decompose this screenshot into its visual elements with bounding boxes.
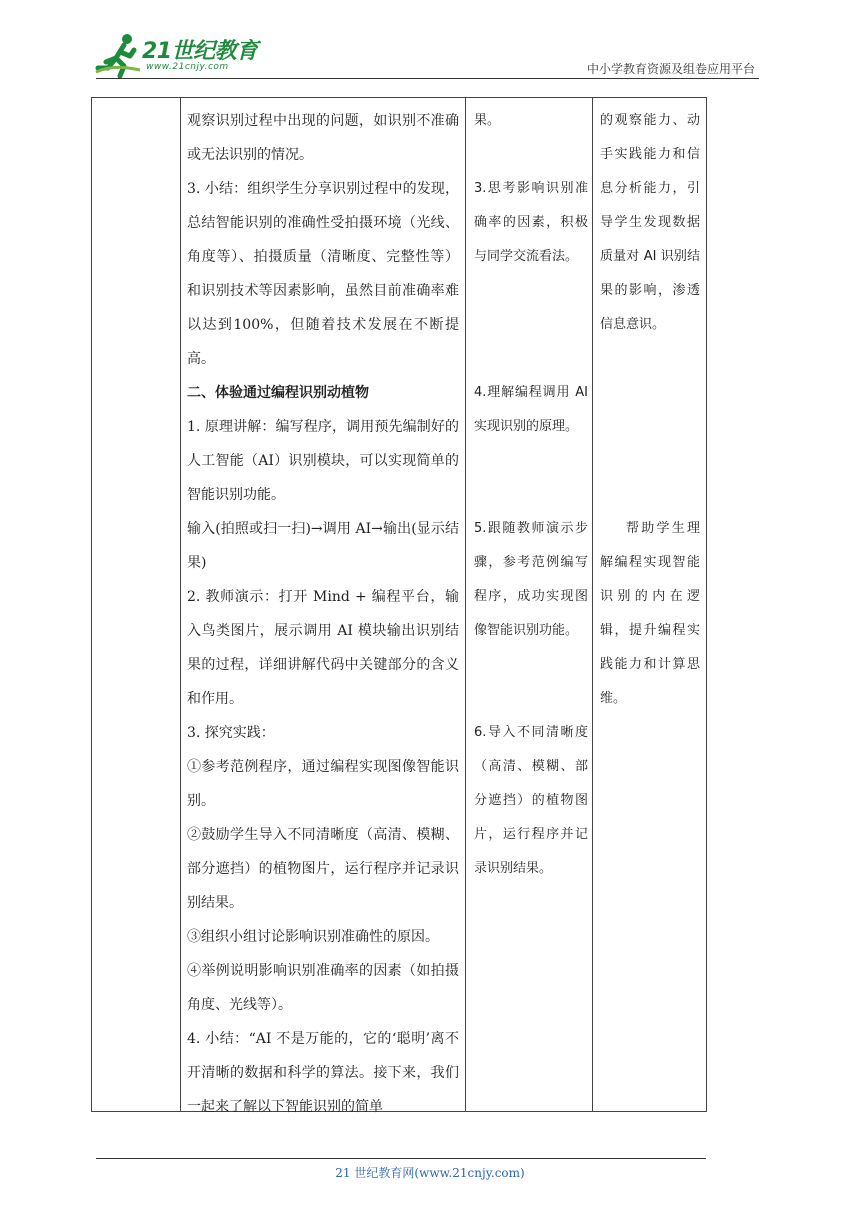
teacher-paragraph: 观察识别过程中出现的问题，如识别不准确或无法识别的情况。 [187, 113, 459, 163]
teacher-paragraph: 3. 探究实践： [187, 725, 275, 741]
column-divider [592, 98, 593, 1111]
lesson-table [91, 97, 707, 1115]
teacher-activity-column [187, 104, 459, 1124]
runner-logo-icon [94, 32, 146, 78]
teacher-paragraph: 1. 原理讲解：编写程序，调用预先编制好的人工智能（AI）识别模块，可以实现简单的智能识别功能。 [187, 419, 459, 503]
teacher-paragraph: ②鼓励学生导入不同清晰度（高清、模糊、部分遮挡）的植物图片，运行程序并记录识别结果。 [187, 827, 459, 911]
site-logo[interactable] [94, 32, 264, 78]
student-paragraph: 3.思考影响识别准确率的因素，积极与同学交流看法。 [474, 181, 588, 264]
intent-paragraph: 帮助学生理解编程实现智能识别的内在逻辑，提升编程实践能力和计算思维。 [600, 521, 700, 706]
teacher-paragraph: 4. 小结：“AI 不是万能的，它的‘聪明’离不开清晰的数据和科学的算法。接下来，我们一起来了解以下智能识别的简单 [187, 1031, 459, 1115]
teacher-paragraph: ④举例说明影响识别准确率的因素（如拍摄角度、光线等）。 [187, 963, 459, 1013]
logo-url: www.21cnjy.com [146, 62, 229, 72]
footer-text[interactable]: 21 世纪教育网(www.21cnjy.com) [335, 1166, 525, 1180]
teacher-paragraph: 输入(拍照或扫一扫)→调用 AI→输出(显示结果) [187, 521, 459, 571]
footer-divider [96, 1158, 706, 1159]
student-paragraph: 6.导入不同清晰度（高清、模糊、部分遮挡）的植物图片，运行程序并记录识别结果。 [474, 725, 588, 876]
page-header [0, 0, 860, 80]
teacher-paragraph: 二、体验通过编程识别动植物 [187, 385, 369, 401]
column-divider [180, 98, 181, 1111]
intent-paragraph: 的观察能力、动手实践能力和信息分析能力，引导学生发现数据质量对 AI 识别结果的影响，渗透信息意识。 [600, 113, 700, 332]
teacher-paragraph: ③组织小组讨论影响识别准确性的原因。 [187, 929, 439, 945]
platform-title: 中小学教育资源及组卷应用平台 [586, 62, 755, 76]
teacher-paragraph: ①参考范例程序，通过编程实现图像智能识别。 [187, 759, 459, 809]
student-activity-column [474, 104, 588, 886]
teacher-paragraph: 3. 小结：组织学生分享识别过程中的发现，总结智能识别的准确性受拍摄环境（光线、角度等）、拍摄质量（清晰度、完整性等）和识别技术等因素影响，虽然目前准确率难以达到100%，但随着技术发展在不断提高。 [187, 181, 459, 367]
design-intent-column [600, 104, 700, 716]
student-paragraph: 果。 [474, 113, 501, 128]
column-divider [465, 98, 466, 1111]
logo-text: 21世纪教育 [142, 39, 258, 64]
student-paragraph: 5.跟随教师演示步骤，参考范例编写程序，成功实现图像智能识别功能。 [474, 521, 588, 638]
teacher-paragraph: 2. 教师演示：打开 Mind + 编程平台，输入鸟类图片，展示调用 AI 模块输出识别结果的过程，详细讲解代码中关键部分的含义和作用。 [187, 589, 459, 707]
student-paragraph: 4.理解编程调用 AI 实现识别的原理。 [474, 385, 588, 434]
header-divider [96, 78, 759, 79]
